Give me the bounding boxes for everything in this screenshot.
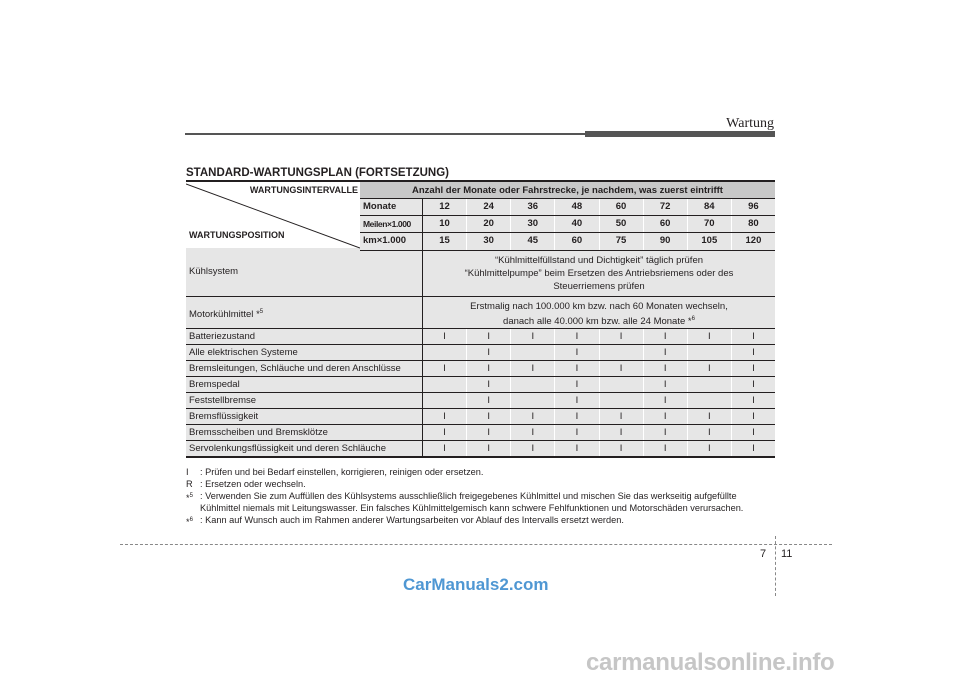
interval-value: 90 xyxy=(644,233,688,250)
row-name: Bremsscheiben und Bremsklötze xyxy=(186,425,423,440)
interval-cell: I xyxy=(752,395,755,406)
footer-divider xyxy=(775,536,776,596)
interval-cell: I xyxy=(644,345,688,360)
interval-cell xyxy=(423,393,467,408)
note-item xyxy=(186,478,776,490)
interval-cell xyxy=(511,393,555,408)
instruction-text: danach alle 40.000 km bzw. alle 24 Monate xyxy=(503,316,686,328)
interval-cell: I xyxy=(752,427,755,438)
interval-cell: I xyxy=(423,441,467,456)
months-row xyxy=(360,198,775,215)
interval-value: 10 xyxy=(423,216,467,232)
interval-cell: I xyxy=(752,411,755,422)
interval-value: 120 xyxy=(745,235,762,246)
km-row xyxy=(360,232,775,251)
interval-cell: I xyxy=(555,441,599,456)
span-header: Anzahl der Monate oder Fahrstrecke, je nachdem, was zuerst eintrifft xyxy=(360,180,775,198)
interval-cell: I xyxy=(644,329,688,344)
page-title: STANDARD-WARTUNGSPLAN (FORTSETZUNG) xyxy=(186,167,449,179)
row-instruction xyxy=(423,248,775,296)
interval-cell: I xyxy=(423,361,467,376)
row-name: Alle elektrischen Systeme xyxy=(186,345,423,360)
row-label: Monate xyxy=(360,199,423,215)
interval-cell: I xyxy=(600,425,644,440)
table-row xyxy=(186,408,775,424)
footnote-ref: 6 xyxy=(691,316,695,322)
interval-cell xyxy=(688,345,732,360)
interval-cell: I xyxy=(555,329,599,344)
interval-cell xyxy=(688,377,732,392)
interval-cell: I xyxy=(467,345,511,360)
table-row xyxy=(186,440,775,456)
note-key-sup: 6 xyxy=(189,517,193,523)
note-text: : Verwenden Sie zum Auffüllen des Kühlsystems ausschließlich freigegebenes Kühlmittel und mischen Sie das werkseitig aufgefüllte Kühlmittel niemals mit Leitungswasser. Ein falsches Kühlmittelgemisch kann schwere Fehlfunktionen und Motorschäden verursachen. xyxy=(200,491,744,513)
interval-value: 45 xyxy=(511,233,555,250)
bottom-watermark[interactable]: carmanualsonline.info xyxy=(586,649,835,676)
interval-value: 50 xyxy=(600,216,644,232)
row-label: km×1.000 xyxy=(360,233,423,250)
interval-cell: I xyxy=(467,329,511,344)
instruction-line: “Kühlmittelfüllstand und Dichtigkeit” täglich prüfen xyxy=(494,255,704,266)
interval-value: 84 xyxy=(688,199,732,215)
interval-value: 60 xyxy=(600,199,644,215)
row-label: Meilen×1.000 xyxy=(360,216,423,232)
table-row xyxy=(186,392,775,408)
note-item xyxy=(186,514,776,528)
chapter-number: 7 xyxy=(760,548,767,560)
interval-cell: I xyxy=(644,393,688,408)
interval-value: 48 xyxy=(555,199,599,215)
table-end-rule xyxy=(186,456,775,458)
inspection-rows xyxy=(186,328,775,456)
note-item xyxy=(186,490,776,514)
interval-cell: I xyxy=(511,361,555,376)
instruction-line: “Kühlmittelpumpe” beim Ersetzen des Antriebsriemens oder des xyxy=(464,268,734,279)
interval-cell: I xyxy=(467,425,511,440)
interval-cell xyxy=(511,345,555,360)
interval-grid xyxy=(360,180,775,251)
table-header xyxy=(186,180,775,247)
note-key: I xyxy=(186,467,189,477)
row-name: Bremsleitungen, Schläuche und deren Anschlüsse xyxy=(186,361,423,376)
interval-cell xyxy=(600,377,644,392)
note-text: : Prüfen und bei Bedarf einstellen, korrigieren, reinigen oder ersetzen. xyxy=(200,467,484,477)
interval-cell: I xyxy=(555,425,599,440)
note-key-mark: * xyxy=(186,517,190,528)
table-row xyxy=(186,424,775,440)
interval-value: 72 xyxy=(644,199,688,215)
interval-cell: I xyxy=(467,441,511,456)
interval-value: 30 xyxy=(511,216,555,232)
interval-cell: I xyxy=(688,361,732,376)
interval-cell xyxy=(423,345,467,360)
table-row-motorkuehlmittel xyxy=(186,296,775,328)
interval-cell: I xyxy=(644,361,688,376)
note-key-mark: * xyxy=(186,493,190,504)
interval-value: 70 xyxy=(688,216,732,232)
position-label: WARTUNGSPOSITION xyxy=(189,230,285,240)
note-text: : Kann auf Wunsch auch im Rahmen anderer Wartungsarbeiten vor Ablauf des Intervalls ersetzt werden. xyxy=(200,515,624,525)
note-text: : Ersetzen oder wechseln. xyxy=(200,479,306,489)
interval-value: 105 xyxy=(688,233,732,250)
interval-cell: I xyxy=(600,441,644,456)
interval-cell: I xyxy=(600,409,644,424)
interval-cell: I xyxy=(511,441,555,456)
interval-value: 12 xyxy=(423,199,467,215)
interval-cell: I xyxy=(752,443,755,454)
interval-cell: I xyxy=(644,377,688,392)
diagonal-header-cell xyxy=(186,180,360,247)
legend-notes xyxy=(186,466,776,528)
table-row-kuehlsystem xyxy=(186,247,775,296)
table-row xyxy=(186,328,775,344)
note-key-sup: 5 xyxy=(189,493,193,499)
interval-value: 20 xyxy=(467,216,511,232)
interval-cell: I xyxy=(644,409,688,424)
instruction-line: Erstmalig nach 100.000 km bzw. nach 60 Monaten wechseln, xyxy=(470,301,728,312)
interval-cell xyxy=(688,393,732,408)
interval-cell: I xyxy=(467,393,511,408)
interval-cell: I xyxy=(555,345,599,360)
interval-cell: I xyxy=(467,361,511,376)
page-number: 11 xyxy=(781,548,793,560)
footnote-ref: 5 xyxy=(259,309,264,315)
interval-cell: I xyxy=(423,425,467,440)
note-key: R xyxy=(186,479,193,489)
miles-row xyxy=(360,215,775,232)
interval-value: 60 xyxy=(555,233,599,250)
interval-cell: I xyxy=(600,329,644,344)
note-key xyxy=(186,514,200,528)
interval-value: 30 xyxy=(467,233,511,250)
interval-cell: I xyxy=(511,409,555,424)
header-accent-bar xyxy=(585,131,775,137)
interval-value: 40 xyxy=(555,216,599,232)
interval-cell: I xyxy=(600,361,644,376)
interval-value: 60 xyxy=(644,216,688,232)
interval-cell: I xyxy=(423,409,467,424)
footer-rule xyxy=(120,544,832,545)
row-name: Bremsflüssigkeit xyxy=(186,409,423,424)
row-name: Batteriezustand xyxy=(186,329,423,344)
interval-cell: I xyxy=(511,425,555,440)
table-row xyxy=(186,344,775,360)
interval-cell: I xyxy=(467,409,511,424)
interval-cell: I xyxy=(688,441,732,456)
interval-value: 80 xyxy=(748,218,759,229)
instruction-line xyxy=(423,313,775,328)
interval-cell: I xyxy=(423,329,467,344)
watermark[interactable]: CarManuals2.com xyxy=(403,575,549,594)
note-key xyxy=(186,490,200,514)
interval-cell: I xyxy=(555,409,599,424)
interval-value: 24 xyxy=(467,199,511,215)
row-name-text: Motorkühlmittel xyxy=(189,309,254,321)
interval-cell xyxy=(600,393,644,408)
row-name: Kühlsystem xyxy=(186,248,423,296)
row-name: Servolenkungsflüssigkeit und deren Schläuche xyxy=(186,441,423,456)
interval-value: 96 xyxy=(748,201,759,212)
footnote-mark: * xyxy=(687,316,692,328)
interval-cell: I xyxy=(688,329,732,344)
row-instruction xyxy=(423,297,775,328)
interval-cell xyxy=(600,345,644,360)
interval-cell xyxy=(423,377,467,392)
interval-value: 36 xyxy=(511,199,555,215)
intervals-label: WARTUNGSINTERVALLE xyxy=(249,185,358,195)
interval-cell: I xyxy=(555,377,599,392)
interval-cell: I xyxy=(752,363,755,374)
interval-cell: I xyxy=(644,425,688,440)
interval-cell: I xyxy=(511,329,555,344)
interval-cell: I xyxy=(644,441,688,456)
table-row xyxy=(186,360,775,376)
row-name: Bremspedal xyxy=(186,377,423,392)
maintenance-table xyxy=(186,180,775,458)
interval-value: 15 xyxy=(423,233,467,250)
interval-cell: I xyxy=(752,331,755,342)
row-name xyxy=(186,297,423,328)
interval-cell: I xyxy=(752,379,755,390)
interval-cell xyxy=(511,377,555,392)
interval-cell: I xyxy=(555,361,599,376)
section-header-title: Wartung xyxy=(726,116,774,131)
interval-cell: I xyxy=(752,347,755,358)
note-item xyxy=(186,466,776,478)
interval-value: 75 xyxy=(600,233,644,250)
interval-cell: I xyxy=(688,409,732,424)
interval-cell: I xyxy=(688,425,732,440)
table-row xyxy=(186,376,775,392)
instruction-line: Steuerriemens prüfen xyxy=(553,281,645,292)
row-name: Feststellbremse xyxy=(186,393,423,408)
interval-cell: I xyxy=(467,377,511,392)
interval-cell: I xyxy=(555,393,599,408)
footnote-mark: * xyxy=(256,309,260,321)
